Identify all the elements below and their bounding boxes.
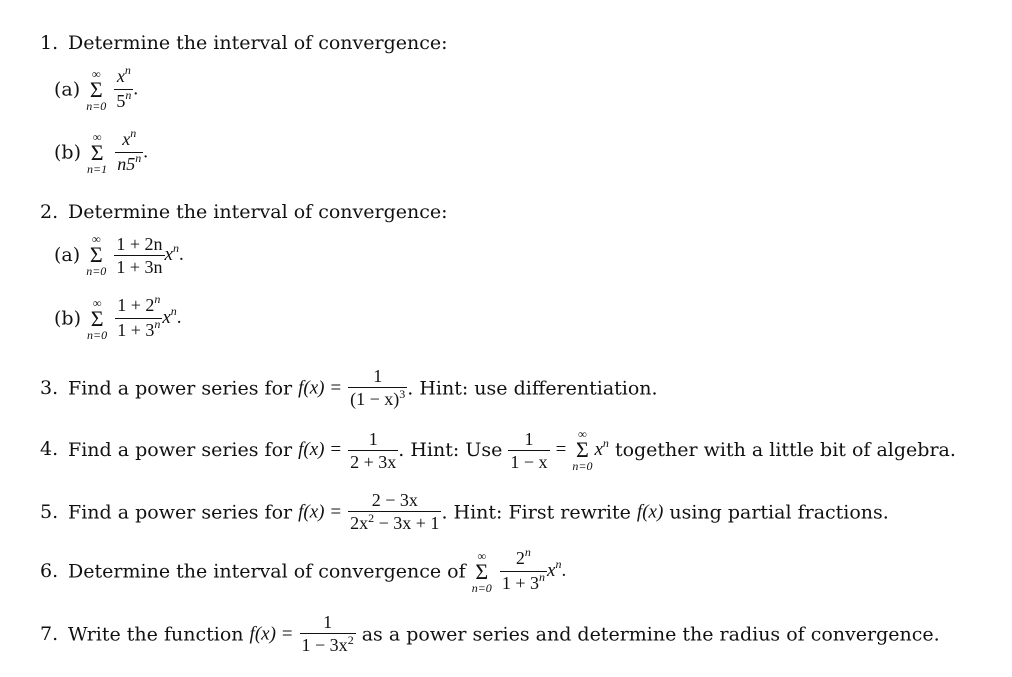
denominator: 5 — [116, 91, 126, 111]
fraction — [114, 234, 164, 277]
problem-text: Determine the interval of convergence: — [68, 201, 448, 223]
hint-text-end: using partial fractions. — [669, 501, 889, 524]
fraction — [115, 292, 162, 342]
summation — [86, 68, 106, 112]
problem-text: Find a power series for — [68, 439, 293, 461]
summation — [472, 550, 492, 594]
denominator: 2 + 3x — [350, 451, 397, 472]
problem-2b — [54, 292, 182, 342]
exponent: 2 — [347, 633, 354, 647]
hint-text: . Hint: First rewrite — [441, 501, 631, 524]
problem-text: Find a power series for — [68, 501, 293, 524]
numerator: 1 — [323, 612, 333, 632]
period: . — [178, 243, 184, 265]
function-expression: f(x) = — [298, 439, 343, 460]
denominator: 2x — [350, 513, 369, 533]
numerator: 2 − 3x — [371, 490, 418, 510]
sigma-symbol: Σ — [90, 139, 104, 165]
sigma-symbol: Σ — [575, 437, 589, 462]
sum-upper-limit: ∞ — [92, 129, 102, 144]
sum-lower-limit: n=0 — [87, 327, 108, 342]
power-term: x — [547, 560, 556, 581]
part-label: (b) — [54, 307, 81, 330]
fraction — [500, 545, 547, 595]
summation — [86, 233, 106, 277]
part-label: (a) — [54, 244, 81, 266]
problem-3 — [40, 366, 658, 411]
power-term: x — [164, 243, 173, 265]
sum-upper-limit: ∞ — [91, 232, 101, 246]
problem-text-end: as a power series and determine the radius of convergence. — [361, 623, 940, 646]
sum-upper-limit: ∞ — [578, 427, 587, 441]
denominator: 1 − x — [510, 451, 548, 472]
part-label: (b) — [54, 141, 81, 164]
denominator: n5 — [117, 154, 136, 174]
exponent: n — [154, 292, 161, 306]
sum-upper-limit: ∞ — [92, 295, 102, 310]
problem-number: 2. — [40, 201, 59, 223]
exponent: n — [135, 151, 142, 165]
fraction — [348, 429, 398, 472]
problem-number: 4. — [40, 438, 59, 460]
sigma-symbol: Σ — [89, 242, 103, 267]
sigma-symbol: Σ — [90, 305, 104, 331]
problem-2a — [54, 233, 184, 277]
problem-4 — [40, 428, 956, 472]
summation — [87, 131, 107, 175]
fraction — [348, 490, 441, 535]
fraction — [114, 63, 133, 113]
sigma-symbol: Σ — [89, 76, 103, 102]
period: . — [561, 560, 567, 581]
exponent: n — [524, 545, 531, 559]
denominator: 1 + 3n — [116, 256, 163, 277]
exponent: n — [154, 317, 161, 331]
power-term: x — [594, 438, 603, 460]
sum-lower-limit: n=0 — [86, 98, 107, 113]
numerator: 1 + 2 — [117, 295, 155, 315]
hint-fraction — [508, 429, 549, 472]
problem-number: 6. — [40, 559, 59, 582]
numerator: 1 — [373, 366, 383, 386]
exponent: n — [130, 126, 137, 140]
period: . — [133, 78, 139, 100]
function-expression: f(x) = — [298, 501, 343, 523]
sum-lower-limit: n=0 — [572, 459, 593, 473]
numerator: 1 + 2n — [116, 233, 163, 254]
problem-2 — [40, 201, 448, 223]
numerator: x — [122, 129, 131, 149]
exponent: 2 — [368, 511, 375, 525]
function-expression: f(x) = — [249, 623, 294, 645]
summation — [87, 297, 107, 341]
sum-lower-limit: n=0 — [86, 264, 107, 278]
sum-upper-limit: ∞ — [91, 66, 101, 81]
problem-6 — [40, 545, 567, 595]
numerator: 1 — [368, 428, 378, 449]
numerator: 1 — [524, 428, 534, 449]
fraction — [115, 126, 143, 176]
denominator: 1 + 3 — [501, 573, 539, 593]
exponent: n — [539, 570, 545, 584]
sigma-symbol: Σ — [475, 558, 489, 584]
period: . — [143, 141, 148, 163]
problem-number: 5. — [40, 500, 59, 523]
hint-text: . Hint: use differentiation. — [407, 377, 658, 400]
problem-5 — [40, 490, 889, 535]
hint-text: . Hint: Use — [398, 439, 503, 461]
denominator-rest: − 3x + 1 — [374, 513, 440, 533]
problem-number: 1. — [40, 32, 59, 54]
problem-1 — [40, 32, 448, 54]
problem-number: 7. — [40, 622, 59, 645]
fraction — [300, 612, 356, 657]
function-expression: f(x) = — [298, 377, 343, 399]
exponent: n — [555, 557, 562, 571]
problem-text: Write the function — [68, 623, 244, 646]
problem-number: 3. — [40, 376, 59, 399]
sum-upper-limit: ∞ — [477, 548, 487, 563]
denominator: (1 − x) — [350, 389, 400, 409]
problem-text: Determine the interval of convergence of — [68, 560, 466, 583]
power-term: x — [162, 307, 171, 328]
exponent: 3 — [399, 387, 406, 401]
denominator: 1 + 3 — [117, 320, 155, 340]
part-label: (a) — [54, 78, 81, 101]
problem-7 — [40, 612, 940, 657]
summation — [572, 428, 592, 472]
fraction — [348, 366, 407, 411]
period: . — [176, 307, 182, 328]
problem-1a — [54, 63, 139, 113]
denominator: 1 − 3x — [301, 635, 348, 655]
problem-text: Find a power series for — [68, 377, 293, 400]
exponent: n — [125, 88, 132, 102]
function-reference: f(x) — [636, 501, 664, 523]
hint-text-end: together with a little bit of algebra. — [614, 439, 956, 461]
equals-sign: = — [555, 439, 567, 460]
exponent: n — [602, 435, 609, 450]
exponent: n — [172, 240, 179, 255]
sum-lower-limit: n=1 — [87, 161, 108, 176]
numerator: x — [116, 66, 125, 86]
problem-text: Determine the interval of convergence: — [68, 32, 448, 54]
numerator: 2 — [515, 548, 525, 568]
problem-1b — [54, 126, 148, 176]
exponent: n — [170, 304, 177, 318]
sum-lower-limit: n=0 — [471, 580, 492, 595]
exponent: n — [124, 63, 131, 77]
